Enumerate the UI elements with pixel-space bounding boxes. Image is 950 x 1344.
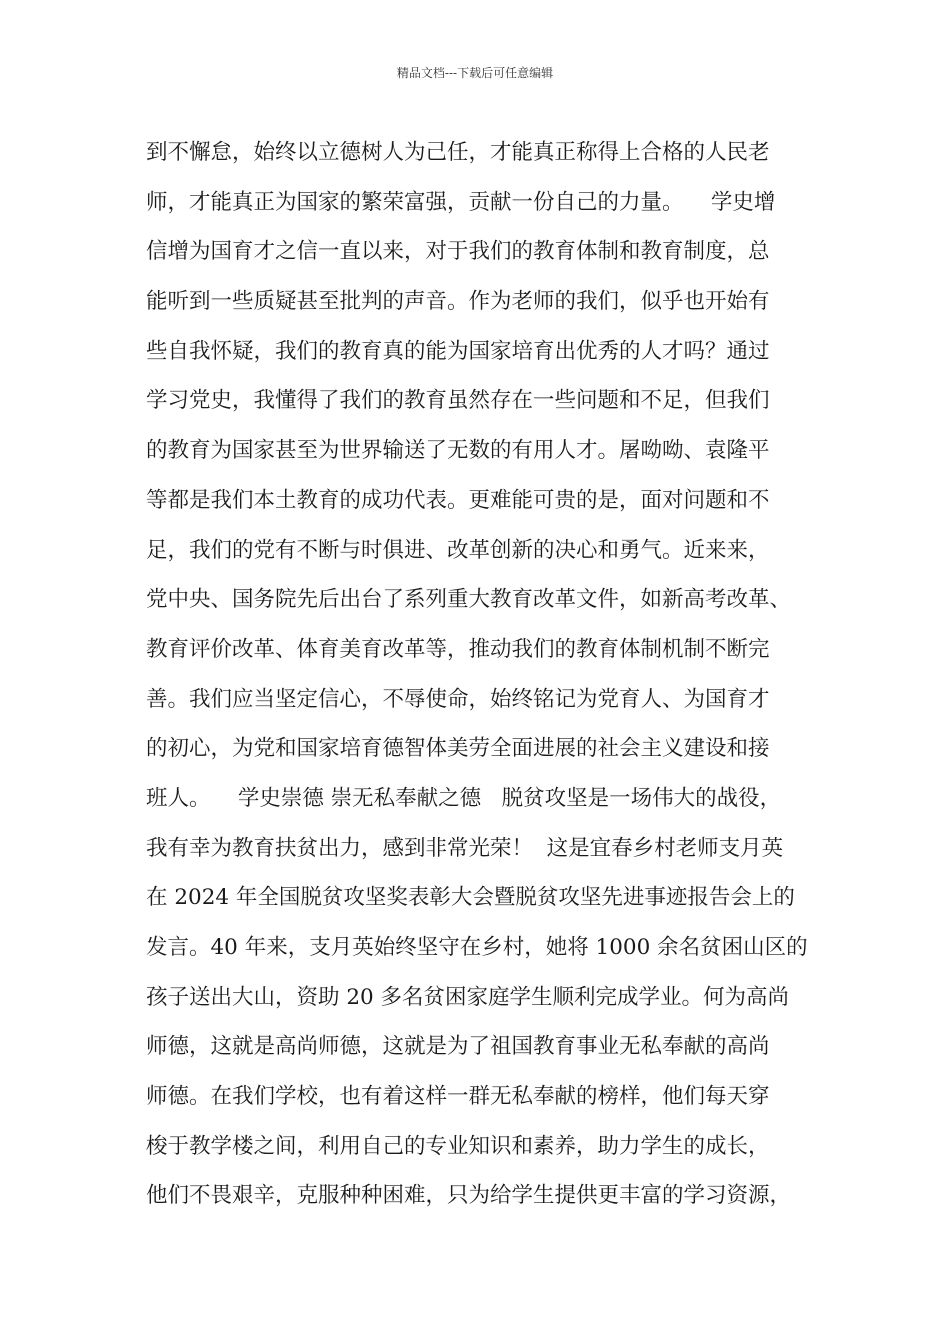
text-line: 师德，这就是高尚师德，这就是为了祖国教育事业无私奉献的高尚 <box>146 1034 770 1060</box>
text-line: 的初心，为党和国家培育德智体美劳全面进展的社会主义建设和接 <box>146 736 770 762</box>
text-line: 信增为国育才之信一直以来，对于我们的教育体制和教育制度，总 <box>146 239 770 265</box>
text-line: 到不懈怠，始终以立德树人为己任，才能真正称得上合格的人民老 <box>146 140 770 165</box>
text-line: 等都是我们本土教育的成功代表。更难能可贵的是，面对问题和不 <box>146 487 770 513</box>
text-line: 足，我们的党有不断与时俱进、改革创新的决心和勇气。近来来， <box>146 537 770 563</box>
text-line: 善。我们应当坚定信心，不辱使命，始终铭记为党育人、为国育才 <box>146 686 770 712</box>
body-text <box>146 133 846 1226</box>
text-line: 我有幸为教育扶贫出力，感到非常光荣！ 这是宜春乡村老师支月英 <box>146 835 784 861</box>
text-line: 学习党史，我懂得了我们的教育虽然存在一些问题和不足，但我们 <box>146 388 770 414</box>
page-header: 精品文档---下载后可任意编辑 <box>396 66 554 80</box>
text-line: 的教育为国家甚至为世界输送了无数的有用人才。屠呦呦、袁隆平 <box>146 438 770 464</box>
text-line: 他们不畏艰辛，克服种种困难，只为给学生提供更丰富的学习资源， <box>146 1183 792 1209</box>
text-line: 师德。在我们学校，也有着这样一群无私奉献的榜样，他们每天穿 <box>146 1084 770 1110</box>
text-line: 班人。 学史崇德 崇无私奉献之德 脱贫攻坚是一场伟大的战役， <box>146 785 782 811</box>
text-line: 在 2024 年全国脱贫攻坚奖表彰大会暨脱贫攻坚先进事迹报告会上的 <box>146 885 795 911</box>
text-line: 师，才能真正为国家的繁荣富强，贡献一份自己的力量。 学史增 <box>146 189 776 215</box>
text-line: 能听到一些质疑甚至批判的声音。作为老师的我们，似乎也开始有 <box>146 289 770 315</box>
text-line: 教育评价改革、体育美育改革等，推动我们的教育体制机制不断完 <box>146 636 770 662</box>
text-line: 梭于教学楼之间，利用自己的专业知识和素养，助力学生的成长， <box>146 1133 770 1159</box>
text-line: 党中央、国务院先后出台了系列重大教育改革文件，如新高考改革、 <box>146 587 792 613</box>
text-line: 些自我怀疑，我们的教育真的能为国家培育出优秀的人才吗？通过 <box>146 338 770 364</box>
text-line: 孩子送出大山，资助 20 多名贫困家庭学生顺利完成学业。何为高尚 <box>146 984 790 1010</box>
text-line: 发言。40 年来，支月英始终坚守在乡村，她将 1000 余名贫困山区的 <box>146 935 808 960</box>
